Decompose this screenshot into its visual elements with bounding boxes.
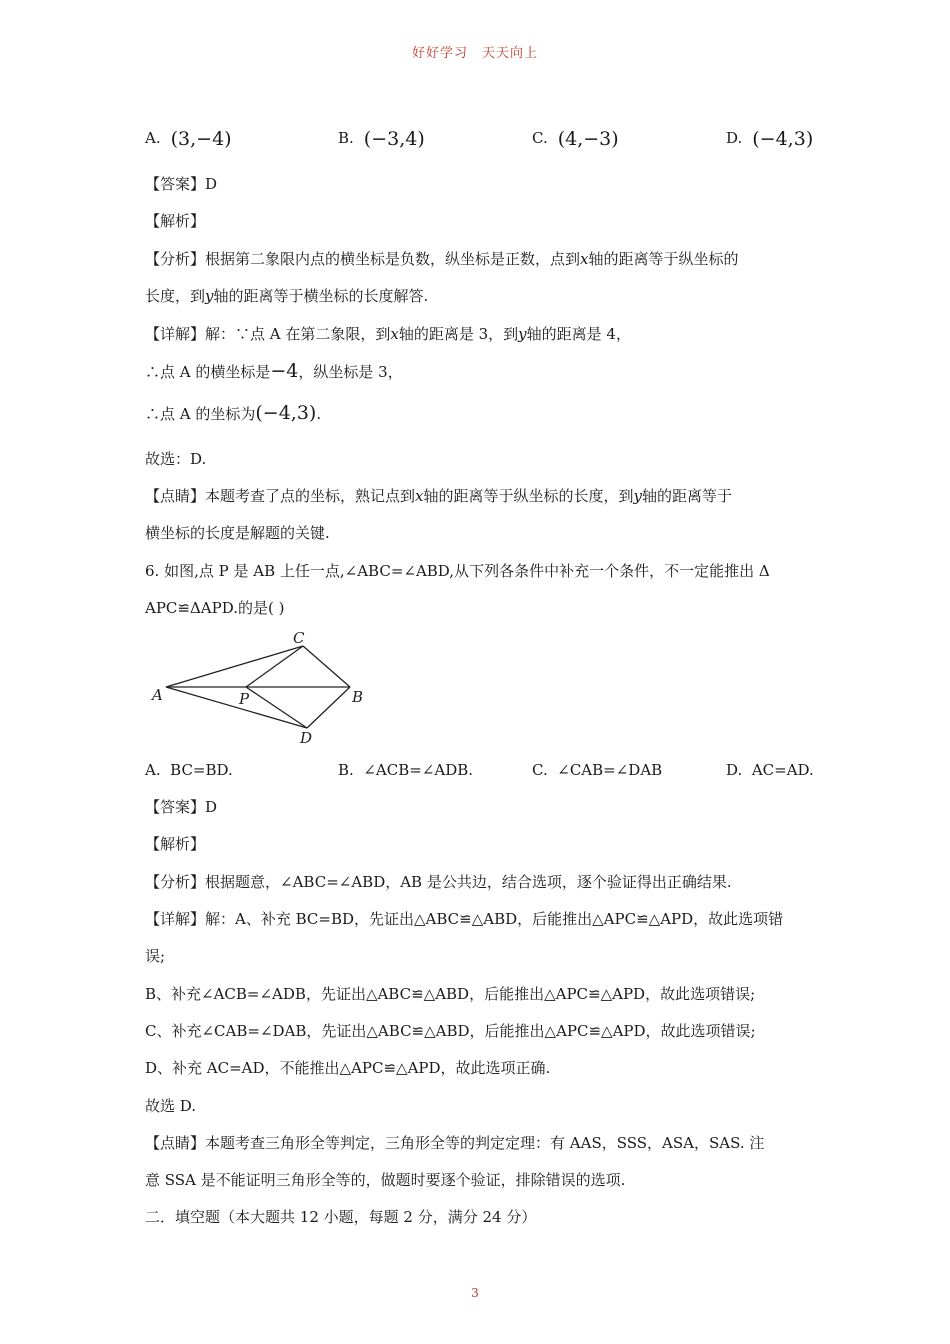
label-c: C <box>293 629 305 647</box>
q5-answer: 【答案】D <box>145 175 218 193</box>
q6-geometry-figure <box>140 625 380 755</box>
segment-ad <box>166 687 307 728</box>
section-2-heading: 二．填空题（本大题共 12 小题，每题 2 分，满分 24 分） <box>145 1208 537 1226</box>
q5-xiangjie-line2: ∴点 A 的横坐标是−4，纵坐标是 3， <box>145 360 403 382</box>
segment-cb <box>303 646 350 687</box>
q5-fenxi-line2: 长度，到y轴的距离等于横坐标的长度解答. <box>145 287 429 305</box>
label-p: P <box>239 690 250 708</box>
q6-line-d: D、补充 AC=AD，不能推出△APC≌△APD，故此选项正确. <box>145 1059 551 1077</box>
q6-stem-line1: 6. 如图,点 P 是 AB 上任一点,∠ABC=∠ABD,从下列各条件中补充一个条件，不一定能推出 Δ <box>145 562 770 580</box>
q6-xiangjie-line2: 误; <box>145 947 166 965</box>
q5-analysis-label: 【解析】 <box>145 212 206 230</box>
segment-ac <box>166 646 303 687</box>
q6-fenxi: 【分析】根据题意，∠ABC=∠ABD，AB 是公共边，结合选项，逐个验证得出正确结果. <box>145 873 732 891</box>
q5-guxuan: 故选：D. <box>145 450 207 468</box>
label-b: B <box>352 688 364 706</box>
q6-dianjing-line2: 意 SSA 是不能证明三角形全等的，做题时要逐个验证，排除错误的选项. <box>145 1171 626 1189</box>
segment-pc <box>246 646 303 687</box>
q5-option-d: D. (−4,3) <box>726 128 814 150</box>
q6-line-b: B、补充∠ACB=∠ADB，先证出△ABC≌△ABD，后能推出△APC≌△APD，故此选项错误; <box>145 985 756 1003</box>
q6-option-c: C. ∠CAB=∠DAB <box>532 761 663 779</box>
page-header <box>0 42 950 61</box>
q6-dianjing-line1: 【点睛】本题考查三角形全等判定，三角形全等的判定定理：有 AAS，SSS，ASA，SAS. 注 <box>145 1134 765 1152</box>
q6-stem-line2: APC≌ΔAPD.的是( ) <box>145 599 285 617</box>
label-a: A <box>152 686 163 704</box>
q5-dianjing-line1: 【点睛】本题考查了点的坐标，熟记点到x轴的距离等于纵坐标的长度，到y轴的距离等于 <box>145 487 733 505</box>
q5-fenxi-line1: 【分析】根据第二象限内点的横坐标是负数，纵坐标是正数，点到x轴的距离等于纵坐标的 <box>145 250 739 268</box>
q6-xiangjie-line1: 【详解】解：A、补充 BC=BD，先证出△ABC≌△ABD，后能推出△APC≌△APD，故此选项错 <box>145 910 784 928</box>
header-left: 好好学习 <box>411 46 468 61</box>
page-number: 3 <box>471 1286 479 1300</box>
q5-xiangjie-line1: 【详解】解：∵点 A 在第二象限，到x轴的距离是 3，到y轴的距离是 4， <box>145 325 631 343</box>
q6-answer: 【答案】D <box>145 798 218 816</box>
q6-guxuan: 故选 D. <box>145 1097 197 1115</box>
q6-option-b: B. ∠ACB=∠ADB. <box>338 761 474 779</box>
q6-analysis-label: 【解析】 <box>145 835 206 853</box>
q5-dianjing-line2: 横坐标的长度是解题的关键. <box>145 524 330 542</box>
q5-option-a: A. (3,−4) <box>145 128 232 150</box>
segment-pd <box>246 687 307 728</box>
q5-option-b: B. (−3,4) <box>338 128 425 150</box>
q5-xiangjie-line3: ∴点 A 的坐标为(−4,3). <box>145 402 322 424</box>
segment-bd <box>307 687 350 728</box>
q6-option-a: A. BC=BD. <box>145 761 233 779</box>
q5-option-c: C. (4,−3) <box>532 128 619 150</box>
q6-option-d: D. AC=AD. <box>726 761 814 779</box>
header-right: 天天向上 <box>482 46 539 61</box>
q6-line-c: C、补充∠CAB=∠DAB，先证出△ABC≌△ABD，后能推出△APC≌△APD，故此选项错误; <box>145 1022 756 1040</box>
label-d: D <box>300 729 313 747</box>
